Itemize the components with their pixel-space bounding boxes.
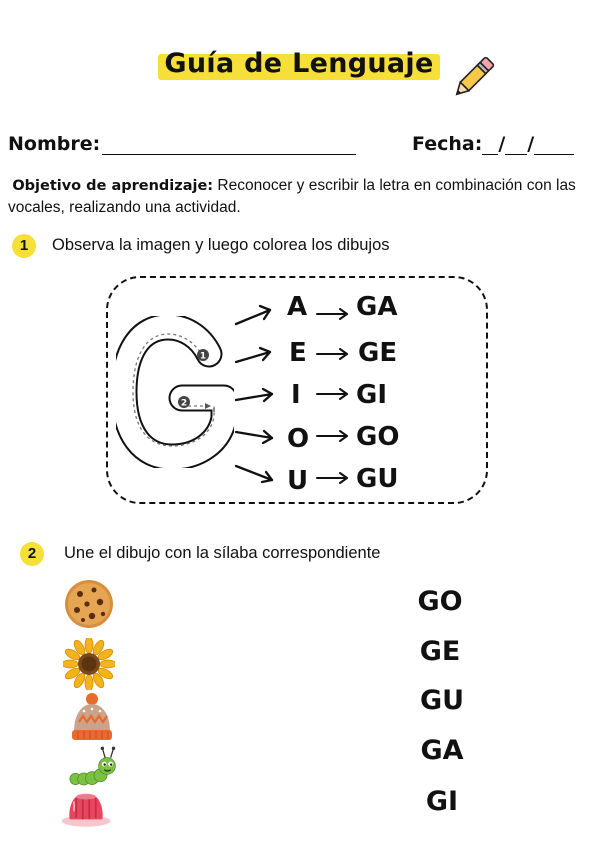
syllable-gu: GU: [356, 464, 399, 494]
date-label: Fecha:: [412, 133, 483, 155]
beanie-icon[interactable]: [66, 692, 118, 744]
objective-label: Objetivo de aprendizaje:: [12, 178, 214, 194]
name-label: Nombre:: [8, 133, 101, 155]
vowel-arrows: [314, 298, 354, 488]
svg-text:1: 1: [199, 351, 207, 362]
year-line[interactable]: [534, 134, 574, 155]
title-block: [158, 44, 440, 92]
objective-body: Reconocer y escribir la letra en combinación con las vocales, realizando una actividad.: [8, 177, 576, 216]
syllable-go: GO: [356, 422, 400, 452]
date-separator: /: [498, 133, 506, 155]
date-field[interactable]: [412, 133, 574, 155]
vowel-e: E: [289, 338, 307, 368]
vowel-o: O: [287, 424, 310, 454]
match-syllable-ga[interactable]: GA: [420, 735, 464, 766]
date-separator: /: [527, 133, 535, 155]
name-field[interactable]: [8, 133, 356, 155]
letter-g-outline: [116, 316, 234, 468]
pencil-icon: [447, 52, 499, 104]
syllable-ga: GA: [356, 292, 398, 322]
activity-2-instruction: Une el dibujo con la sílaba correspondiente: [64, 544, 381, 562]
cookie-icon[interactable]: [63, 578, 115, 630]
match-syllable-gi[interactable]: GI: [425, 786, 459, 817]
vowel-i: I: [291, 380, 301, 410]
match-syllable-ge[interactable]: GE: [419, 636, 461, 667]
vowel-a: A: [287, 292, 308, 322]
syllable-gi: GI: [356, 380, 388, 410]
jelly-icon[interactable]: [60, 782, 112, 834]
match-syllable-go[interactable]: GO: [417, 586, 463, 617]
vowel-u: U: [287, 466, 309, 496]
sunflower-icon[interactable]: [63, 638, 115, 690]
activity-1-instruction: Observa la imagen y luego colorea los dibujos: [52, 236, 390, 254]
month-line[interactable]: [505, 134, 527, 155]
activity-1-number: 1: [12, 234, 36, 258]
page-title: Guía de Lenguaje: [164, 48, 434, 79]
activity-2-number: 2: [20, 542, 44, 566]
g-arrows: [230, 288, 280, 498]
day-line[interactable]: [482, 134, 498, 155]
objective-text: [8, 175, 593, 219]
match-syllable-gu[interactable]: GU: [419, 685, 465, 716]
syllable-ge: GE: [358, 338, 398, 368]
name-line[interactable]: [102, 134, 356, 155]
svg-text:2: 2: [180, 398, 188, 409]
